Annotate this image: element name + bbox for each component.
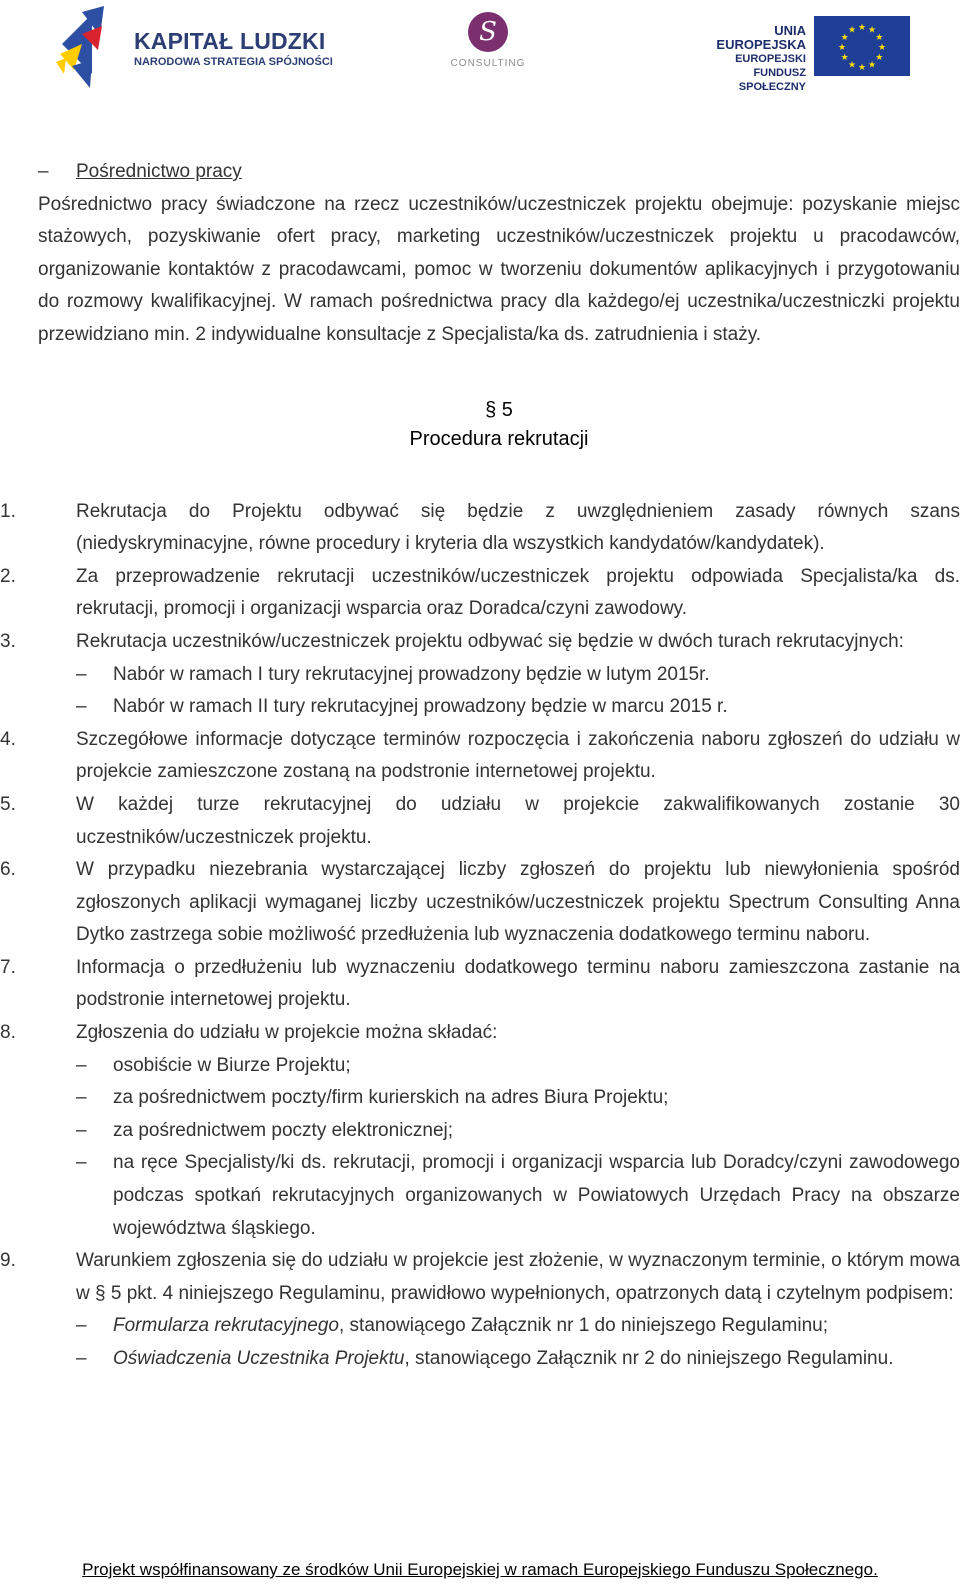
eu-star-icon: ★ (875, 52, 884, 62)
sub-list-item-text: Nabór w ramach II tury rekrutacyjnej prowadzony będzie w marcu 2015 r. (113, 696, 728, 718)
sub-list-item-text (113, 1310, 960, 1343)
eu-text (688, 24, 806, 94)
eu-logo (688, 16, 910, 93)
list-item (0, 626, 960, 724)
numbered-list (0, 496, 960, 1376)
section-heading (38, 396, 960, 454)
list-item-text: W każdej turze rekrutacyjnej do udziału w projekcie zakwalifikowanych zostanie 30 uczestników/uczestniczek projektu. (76, 793, 960, 848)
list-item-number: 9. (0, 1250, 16, 1272)
list-item-number: 7. (0, 956, 16, 978)
dash-marker: – (76, 663, 87, 685)
intro-heading-text: Pośrednictwo pracy (76, 161, 242, 182)
list-item-text: Szczegółowe informacje dotyczące terminów rozpoczęcia i zakończenia naboru zgłoszeń do udziału w projekcie zamieszczone zostaną na podstronie internetowej projektu. (76, 728, 960, 783)
eu-star-icon: ★ (857, 62, 867, 72)
dash-marker: – (76, 1152, 87, 1174)
sub-list-item (38, 691, 960, 724)
consulting-emblem: S (468, 12, 508, 52)
eu-star-icon: ★ (847, 24, 857, 35)
sub-list-item (38, 1115, 960, 1148)
consulting-text: CONSULTING (450, 58, 526, 69)
eu-star-icon: ★ (840, 32, 849, 42)
dash-marker: – (76, 1054, 87, 1076)
intro-paragraph: Pośrednictwo pracy świadczone na rzecz uczestników/uczestniczek projektu obejmuje: pozyskanie miejsc stażowych, pozyskiwanie ofert pracy, marketing uczestników/uczestniczek projektu u pracodawców, organizowanie kontaktów z pracodawcami, pomoc w tworzeniu dokumentów aplikacyjnych i przygotowaniu do rozmowy kwalifikacyjnej. W ramach pośrednictwa pracy dla każdego/ej uczestnika/uczestniczki projektu przewidziano min. 2 indywidualne konsultacje z Specjalista/ka ds. zatrudnienia i staży. (38, 193, 960, 345)
sub-list-item (38, 1343, 960, 1376)
list-item-number: 6. (0, 859, 16, 881)
sub-list-item-text: na ręce Specjalisty/ki ds. rekrutacji, promocji i organizacji wsparcia lub Doradcy/czyni zawodowego podczas spotkań rekrutacyjnych organizowanych w Powiatowych Urzędach Pracy na obszarze województwa śląskiego. (113, 1152, 960, 1239)
eu-star-icon: ★ (875, 32, 884, 42)
dash-marker: – (76, 1348, 87, 1369)
document-description: , stanowiącego Załącznik nr 1 do niniejszego Regulaminu; (338, 1315, 828, 1337)
document-title: Oświadczenia Uczestnika Projektu (113, 1348, 405, 1369)
list-item-number: 4. (0, 728, 16, 750)
section-title: Procedura rekrutacji (409, 427, 589, 450)
list-item-text: Zgłoszenia do udziału w projekcie można składać: (76, 1022, 498, 1044)
header-logos (0, 0, 960, 100)
footer-note: Projekt współfinansowany ze środków Unii Europejskiej w ramach Europejskiego Funduszu Społecznego. (82, 1560, 878, 1579)
kapital-ludzki-title: KAPITAŁ LUDZKI (134, 28, 326, 54)
sub-list-item-text: za pośrednictwem poczty/firm kurierskich na adres Biura Projektu; (113, 1087, 669, 1109)
sub-list-item-text: osobiście w Biurze Projektu; (113, 1054, 351, 1076)
kapital-ludzki-subtitle: NARODOWA STRATEGIA SPÓJNOŚCI (134, 56, 333, 68)
eu-flag-icon (814, 16, 910, 76)
eu-line-3: FUNDUSZ SPOŁECZNY (738, 67, 806, 93)
intro-heading (38, 156, 960, 189)
list-item-text: Rekrutacja do Projektu odbywać się będzie z uwzględnieniem zasady równych szans (niedyskryminacyjne, równe procedury i kryteria dla wszystkich kandydatów/kandydatek). (76, 500, 960, 555)
dash-marker: – (76, 1315, 87, 1337)
sub-list-item (38, 1082, 960, 1115)
eu-star-icon: ★ (867, 24, 877, 35)
list-item (0, 496, 960, 561)
list-item (0, 952, 960, 1017)
kapital-ludzki-emblem (52, 4, 122, 90)
list-item (0, 789, 960, 854)
list-item-text: W przypadku niezebrania wystarczającej liczby zgłoszeń do projektu lub niewyłonienia spośród zgłoszonych aplikacji wymaganej liczby uczestników/uczestniczek projektu Spectrum Consulting Anna Dytko zastrzega sobie możliwość przedłużenia lub wyznaczenia dodatkowego terminu naboru. (76, 859, 960, 946)
spectrum-consulting-logo (440, 12, 536, 82)
eu-line-2: EUROPEJSKI (735, 53, 806, 65)
dash-marker: – (76, 1087, 87, 1109)
section-number: § 5 (485, 398, 513, 421)
eu-star-icon: ★ (857, 22, 867, 32)
sub-list-item-text: Nabór w ramach I tury rekrutacyjnej prowadzony będzie w lutym 2015r. (113, 663, 710, 685)
list-item (0, 724, 960, 789)
document-body (0, 156, 960, 1376)
kapital-ludzki-logo (52, 4, 342, 90)
list-item-number: 3. (0, 630, 16, 652)
sub-list-item (38, 1147, 960, 1245)
sub-list-item (38, 1050, 960, 1083)
list-item-number: 8. (0, 1022, 16, 1044)
list-item-text: Rekrutacja uczestników/uczestniczek projektu odbywać się będzie w dwóch turach rekrutacyjnych: (76, 630, 904, 652)
eu-star-icon: ★ (837, 42, 847, 52)
sub-list-item-text (113, 1343, 960, 1376)
list-item (0, 1245, 960, 1375)
eu-star-icon: ★ (867, 59, 877, 70)
list-item-number: 1. (0, 500, 16, 522)
sub-list-item-text: za pośrednictwem poczty elektronicznej; (113, 1119, 454, 1141)
eu-star-icon: ★ (847, 59, 857, 70)
document-description: , stanowiącego Załącznik nr 2 do niniejszego Regulaminu. (404, 1348, 894, 1369)
eu-star-icon: ★ (877, 42, 887, 52)
list-item (0, 561, 960, 626)
list-item-text: Za przeprowadzenie rekrutacji uczestników/uczestniczek projektu odpowiada Specjalista/ka ds. rekrutacji, promocji i organizacji wsparcia oraz Doradca/czyni zawodowy. (76, 565, 960, 620)
dash-marker: – (38, 161, 49, 182)
eu-line-1: UNIA EUROPEJSKA (716, 23, 806, 52)
list-item (0, 1017, 960, 1245)
document-title: Formularza rekrutacyjnego (113, 1315, 339, 1337)
dash-marker: – (76, 1119, 87, 1141)
eu-star-icon: ★ (840, 52, 849, 62)
list-item (0, 854, 960, 952)
dash-marker: – (76, 696, 87, 718)
list-item-text: Informacja o przedłużeniu lub wyznaczeniu dodatkowego terminu naboru zamieszczona zastanie na podstronie internetowej projektu. (76, 956, 960, 1011)
list-item-text: Warunkiem zgłoszenia się do udziału w projekcie jest złożenie, w wyznaczonym terminie, o którym mowa w § 5 pkt. 4 niniejszego Regulaminu, prawidłowo wypełnionych, opatrzonych datą i czytelnym podpisem: (76, 1250, 960, 1304)
list-item-number: 2. (0, 565, 16, 587)
sub-list-item (38, 1310, 960, 1343)
list-item-number: 5. (0, 793, 16, 815)
sub-list-item (38, 659, 960, 692)
